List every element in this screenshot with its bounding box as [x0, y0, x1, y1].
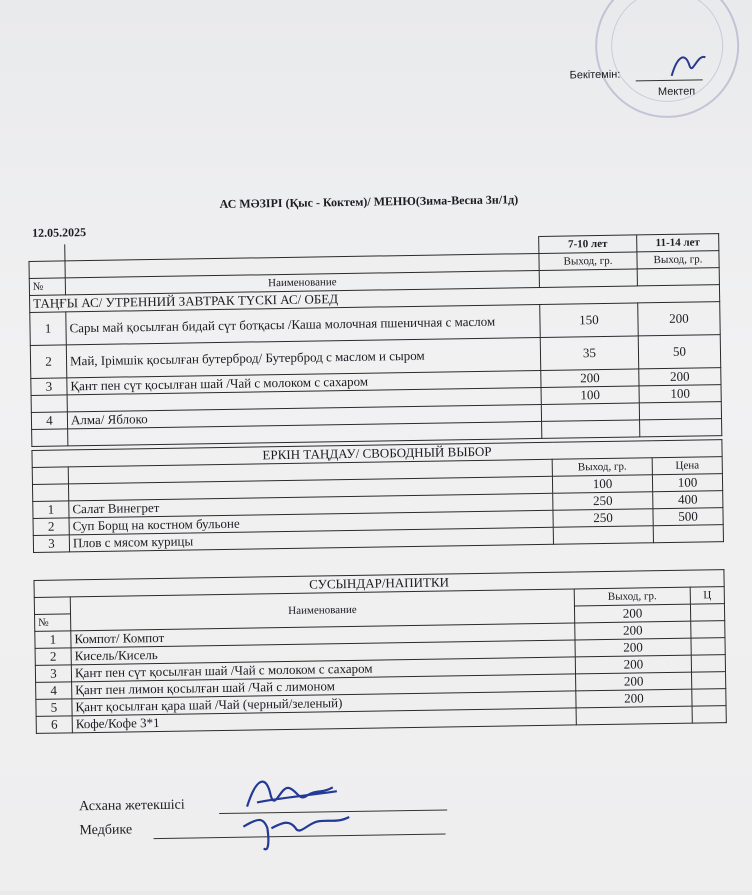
row-output: 200	[576, 689, 692, 708]
row-number: 5	[36, 699, 72, 717]
approval-label: Бекітемін:	[569, 68, 621, 82]
drinks-table	[33, 569, 726, 734]
row-number: 3	[33, 535, 69, 553]
row-output: 100	[552, 475, 652, 494]
row-output: 200	[575, 655, 691, 674]
row-number: 1	[30, 312, 67, 346]
approval-school-label: Мектеп	[657, 85, 696, 99]
row-price: 100	[652, 474, 722, 492]
col-number: №	[29, 278, 65, 296]
row-number: 4	[36, 682, 72, 700]
col-name: Наименование	[65, 270, 539, 294]
row-output: 200	[576, 672, 692, 691]
section-breakfast-lunch: ТАҢҒЫ АС/ УТРЕННИЙ ЗАВТРАК ТҮСКІ АС/ ОБЕД	[30, 285, 720, 313]
row-name: Плов с мясом курицы	[69, 527, 553, 552]
row-name: Қант пен сүт қосылған шай /Чай с молоком с сахаром	[71, 657, 575, 682]
col-price: Цена	[652, 457, 722, 475]
row-output-b: 100	[639, 385, 721, 403]
row-name: Қант пен лимон қосылған шай /Чай с лимоном	[72, 674, 576, 699]
row-price: 500	[653, 508, 723, 526]
col-output: Выход, гр.	[574, 587, 690, 606]
row-output-a: 150	[540, 303, 639, 338]
row-output-a	[541, 403, 639, 422]
free-choice-header: ЕРКІН ТАҢДАУ/ СВОБОДНЫЙ ВЫБОР	[32, 440, 722, 468]
col-price: Ц	[690, 587, 724, 605]
row-name: Май, Ірімшік қосылған бутерброд/ Бутерброд с маслом и сыром	[66, 337, 540, 377]
director-signature	[667, 45, 708, 86]
age-group-7-10: 7-10 лет	[539, 235, 637, 254]
row-number: 3	[35, 665, 71, 683]
free-choice-table	[31, 439, 724, 553]
row-output-a: 100	[541, 386, 639, 405]
row-number: 2	[30, 345, 67, 379]
row-number: 2	[33, 518, 69, 536]
menu-table	[28, 233, 722, 447]
row-number: 1	[33, 501, 69, 519]
row-price: 400	[653, 491, 723, 509]
col-name: Наименование	[70, 589, 574, 631]
page-title: АС МӘЗІРІ (Қыс - Коктем)/ МЕНЮ(Зима-Весна 3н/1д)	[219, 192, 519, 211]
row-name: Қант пен сүт қосылған шай /Чай с молоком с сахаром	[67, 370, 541, 394]
row-output-b: 200	[638, 302, 721, 336]
row-name: Кисель/Кисель	[71, 640, 575, 665]
age-group-11-14: 11-14 лет	[637, 234, 719, 252]
row-name: Қант қосылған қара шай /Чай (черный/зеленый)	[72, 691, 576, 716]
row-name: Суп Борщ на костном бульоне	[69, 510, 553, 535]
head-cook-label: Асхана жетекшісі	[78, 797, 185, 815]
row-output-b	[639, 402, 721, 420]
col-output-a: Выход, гр.	[539, 252, 637, 271]
row-output: 200	[575, 638, 691, 657]
drinks-header: СУСЫНДАР/НАПИТКИ	[34, 570, 724, 598]
row-number: 6	[36, 716, 72, 734]
row-name: Компот/ Компот	[71, 623, 575, 648]
row-name: Алма/ Яблоко	[67, 404, 541, 428]
row-output-b: 50	[638, 335, 721, 369]
row-name: Кофе/Кофе 3*1	[72, 708, 576, 733]
row-number: 3	[31, 378, 67, 396]
col-output-b: Выход, гр.	[637, 251, 719, 269]
row-output	[553, 526, 653, 545]
row-name: Сары май қосылған бидай сүт ботқасы /Каша молочная пшеничная с маслом	[66, 304, 540, 344]
row-number: 1	[35, 631, 71, 649]
row-output-b: 200	[639, 368, 721, 386]
row-output: 200	[574, 604, 690, 623]
col-number: №	[35, 614, 71, 632]
col-output: Выход, гр.	[552, 458, 652, 477]
row-output: 200	[575, 621, 691, 640]
row-output: 250	[553, 509, 653, 528]
row-price	[653, 525, 723, 543]
menu-date: 12.05.2025	[31, 225, 87, 240]
row-output-a: 200	[541, 369, 639, 388]
nurse-label: Медбике	[79, 822, 133, 839]
row-name: Салат Винегрет	[69, 493, 553, 518]
row-output: 250	[553, 492, 653, 511]
row-number: 4	[31, 412, 67, 430]
row-number: 2	[35, 648, 71, 666]
row-output-a: 35	[540, 336, 639, 371]
handwritten-signatures	[236, 765, 367, 857]
